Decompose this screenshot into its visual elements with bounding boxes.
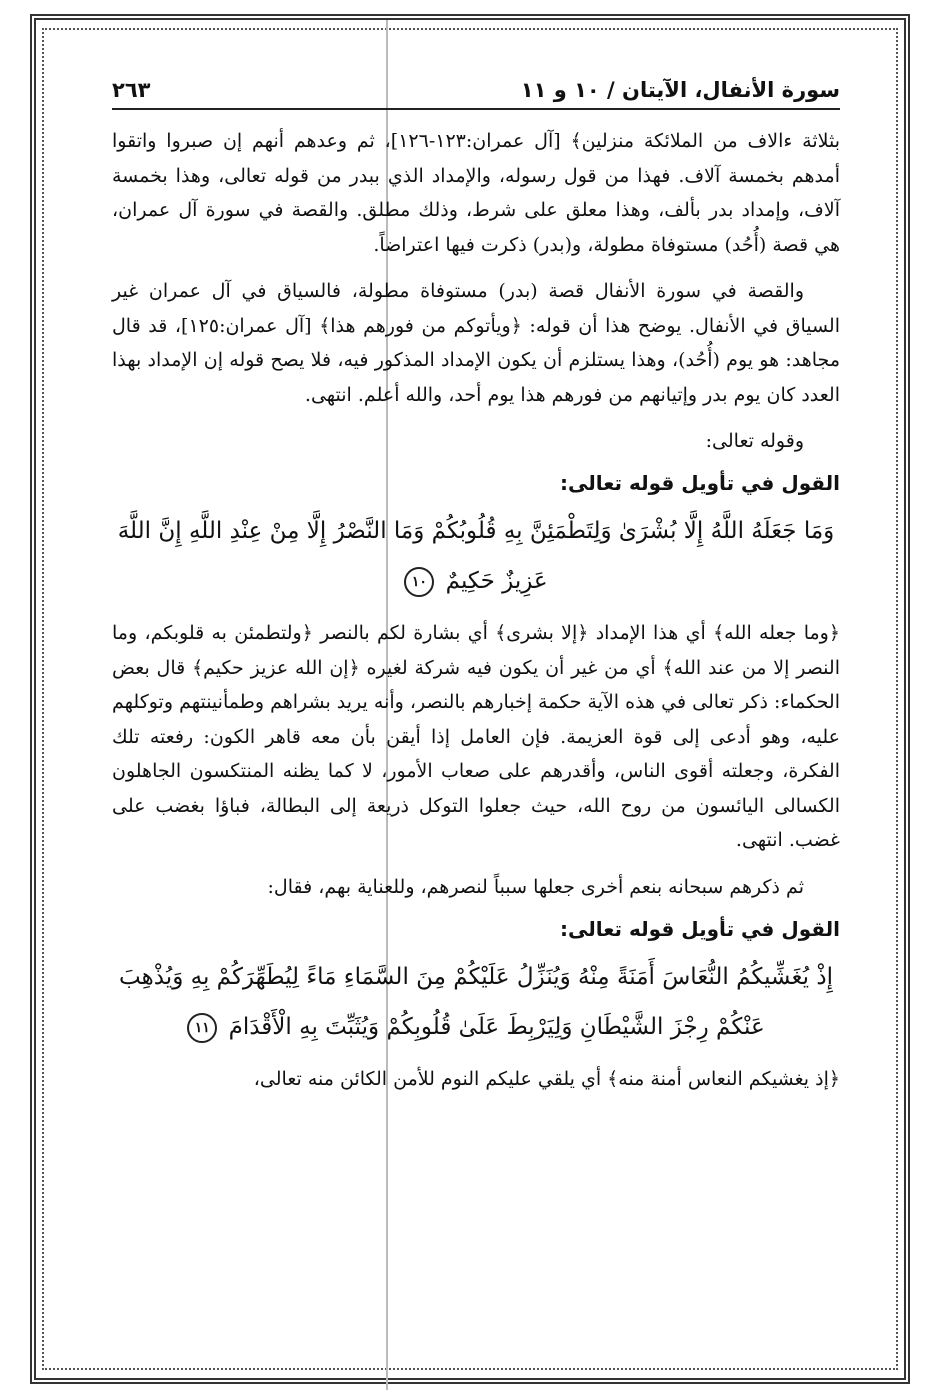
paragraph-3: ﴿وما جعله الله﴾ أي هذا الإمداد ﴿إلا بشرى﴾ أي بشارة لكم بالنصر ﴿ولتطمئن به قلوبكم، وما النصر إلا من عند الله﴾ أي من غير أن يكون فيه شركة لغيره ﴿إن الله عزيز حكيم﴾ قال بعض الحكماء: ذكر تعالى في هذه الآية حكمة إخبارهم بالنصر، وأنه يريد بشراهم وطمأنينتهم وتوكلهم عليه، وهو أدعى إلى قوة العزيمة. فإن العامل إذا أيقن بأن معه قاهر الكون: رفعته تلك الفكرة، وجعلته أقوى الناس، وأقدرهم على صعاب الأمور، لا كما يظنه المنتكسون الجاهلون الكسالى اليائسون من روح الله، حيث جعلوا التوكل ذريعة إلى البطالة، فباؤا بغضب على غضب. انتهى. — [112, 622, 840, 851]
surah-title: سورة الأنفال، الآيتان / ١٠ و ١١ — [520, 78, 840, 102]
paragraph-1: بثلاثة ءالاف من الملائكة منزلين﴾ [آل عمران:١٢٣-١٢٦]، ثم وعدهم أنهم إن صبروا واتقوا أمدهم بخمسة آلاف. فهذا من قول رسوله، والإمداد الذي ببدر من قوله تعالى، وهذا بخمسة آلاف، وإمداد بدر بألف، وهذا معلق على شرط، وذلك مطلق. والقصة في سورة آل عمران، هي قصة (أُحُد) مستوفاة مطولة، و(بدر) ذكرت فيها اعتراضاً. — [112, 130, 840, 256]
page-content — [112, 78, 840, 1108]
verse-11-text: إِذْ يُغَشِّيكُمُ النُّعَاسَ أَمَنَةً مِنْهُ وَيُنَزِّلُ عَلَيْكُمْ مِنَ السَّمَاءِ مَاءً لِيُطَهِّرَكُمْ بِهِ وَيُذْهِبَ عَنْكُمْ رِجْزَ الشَّيْطَانِ وَلِيَرْبِطَ عَلَىٰ قُلُوبِكُمْ وَيُثَبِّتَ بِهِ الْأَقْدَامَ — [119, 963, 833, 1040]
verse-intro-2: ثم ذكرهم سبحانه بنعم أخرى جعلها سبباً لنصرهم، وللعناية بهم، فقال: — [267, 875, 804, 898]
paragraph-2: والقصة في سورة الأنفال قصة (بدر) مستوفاة مطولة، فالسياق في آل عمران غير السياق في الأنفال. يوضح هذا أن قوله: ﴿ويأتوكم من فورهم هذا﴾ [آل عمران:١٢٥]، قد قال مجاهد: هو يوم (أُحُد)، وهذا يستلزم أن يكون الإمداد المذكور فيه، فلا يصح قوله إن الإمداد بهذا العدد كان يوم بدر وإتيانهم من فورهم هذا يوم أحد، والله أعلم. انتهى. — [112, 280, 841, 406]
quran-verse-11 — [112, 952, 840, 1052]
verse-11-number: ١١ — [187, 1013, 217, 1043]
running-header — [112, 78, 840, 110]
quran-verse-10 — [112, 506, 840, 606]
section-heading-2: القول في تأويل قوله تعالى: — [560, 916, 840, 941]
paragraph-4: ﴿إذ يغشيكم النعاس أمنة منه﴾ أي يلقي عليكم النوم للأمن الكائن منه تعالى، — [253, 1067, 840, 1090]
verse-intro-1: وقوله تعالى: — [705, 430, 804, 452]
page-number: ٢٦٣ — [112, 78, 151, 102]
verse-10-text: وَمَا جَعَلَهُ اللَّهُ إِلَّا بُشْرَىٰ وَلِتَطْمَئِنَّ بِهِ قُلُوبُكُمْ وَمَا النَّصْرُ إِلَّا مِنْ عِنْدِ اللَّهِ إِنَّ اللَّهَ عَزِيزٌ حَكِيمٌ — [117, 518, 835, 594]
section-heading-1: القول في تأويل قوله تعالى: — [560, 471, 840, 495]
verse-10-number: ١٠ — [404, 567, 434, 597]
